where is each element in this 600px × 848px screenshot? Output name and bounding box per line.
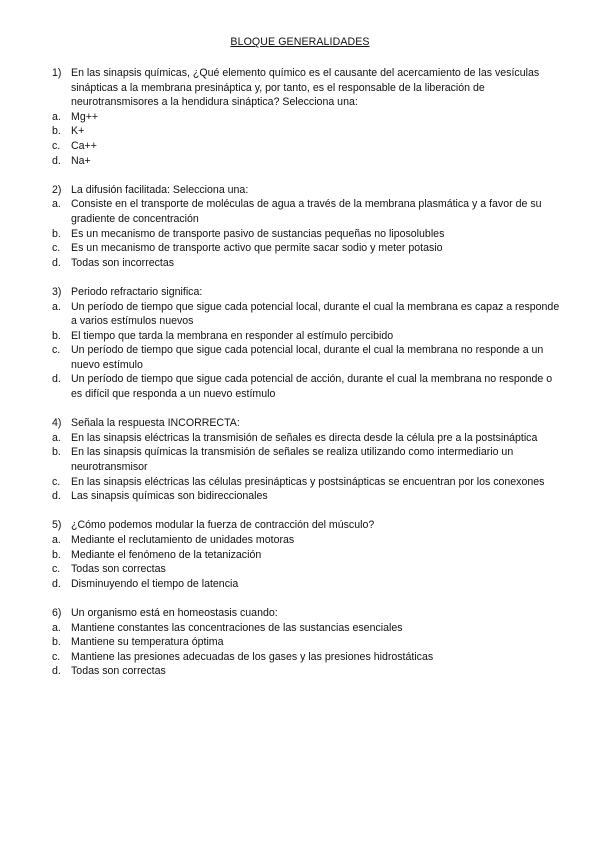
- question-stem: [52, 285, 562, 300]
- question-number: 1): [52, 67, 62, 79]
- answer-option: [52, 548, 562, 563]
- answer-option: [52, 635, 562, 650]
- option-letter: d.: [52, 373, 61, 386]
- question-text: Señala la respuesta INCORRECTA:: [71, 417, 240, 430]
- option-letter: c.: [52, 344, 61, 357]
- option-text: Consiste en el transporte de moléculas de agua a través de la membrana plasmática y a favor de su gradiente de concentración: [71, 198, 542, 225]
- option-letter: c.: [52, 139, 61, 152]
- answer-option: [52, 475, 562, 490]
- page-title: BLOQUE GENERALIDADES: [230, 36, 370, 48]
- option-text: Es un mecanismo de transporte pasivo de sustancias pequeñas no liposolubles: [71, 227, 445, 240]
- option-letter: a.: [52, 534, 61, 546]
- option-letter: a.: [52, 198, 61, 211]
- option-text: Todas son incorrectas: [71, 256, 175, 269]
- answer-option: [52, 197, 562, 226]
- option-text: Mg++: [71, 110, 99, 123]
- option-text: Un período de tiempo que sigue cada potencial local, durante el cual la membrana es capaz a responde a varios estímulos nuevos: [71, 300, 560, 328]
- option-letter: d.: [52, 256, 61, 269]
- option-text: Mantiene constantes las concentraciones de las sustancias esenciales: [71, 621, 403, 634]
- question-number: 6): [52, 606, 62, 619]
- option-letter: d.: [52, 154, 61, 167]
- option-letter: b.: [52, 548, 61, 561]
- answer-option: [52, 241, 562, 256]
- answer-option: [52, 154, 562, 169]
- answer-option: [52, 664, 562, 679]
- option-text: Mantiene su temperatura óptima: [71, 636, 224, 649]
- question-stem: [52, 518, 562, 533]
- answer-option: [52, 300, 562, 329]
- option-letter: c.: [52, 475, 61, 488]
- option-text: K+: [71, 125, 85, 138]
- option-text: El tiempo que tarda la membrana en responder al estímulo percibido: [71, 329, 394, 342]
- option-letter: d.: [52, 577, 61, 590]
- question-text: Periodo refractario significa:: [71, 285, 203, 298]
- option-letter: a.: [52, 110, 61, 123]
- question-text: En las sinapsis químicas, ¿Qué elemento químico es el causante del acercamiento de las vesículas sinápticas a la membrana presináptica y, por tanto, es el responsable de la liberación de neurotransmisores a la hendidura sináptica? Selecciona una:: [71, 67, 540, 109]
- question-stem: [52, 66, 562, 110]
- question-stem: [52, 183, 562, 198]
- answer-option: [52, 124, 562, 139]
- answer-option: [52, 650, 562, 665]
- option-text: Disminuyendo el tiempo de latencia: [71, 577, 239, 590]
- option-letter: a.: [52, 431, 61, 444]
- option-letter: b.: [52, 329, 61, 342]
- answer-option: [52, 577, 562, 592]
- question-text: Un organismo está en homeostasis cuando:: [71, 606, 278, 619]
- option-text: Todas son correctas: [71, 563, 166, 576]
- answer-option: [52, 343, 562, 372]
- question-list: [52, 66, 562, 694]
- option-letter: b.: [52, 125, 61, 138]
- option-text: Mantiene las presiones adecuadas de los gases y las presiones hidrostáticas: [71, 650, 434, 663]
- option-text: Las sinapsis químicas son bidireccionales: [71, 490, 268, 503]
- answer-option: [52, 372, 562, 401]
- question-stem: [52, 416, 562, 431]
- option-letter: a.: [52, 300, 61, 313]
- option-text: En las sinapsis químicas la transmisión de señales se realiza utilizando como intermediario un neurotransmisor: [71, 446, 514, 474]
- option-text: Mediante el reclutamiento de unidades motoras: [71, 534, 295, 546]
- answer-option: [52, 110, 562, 125]
- answer-option: [52, 329, 562, 344]
- answer-option: [52, 621, 562, 636]
- question-4: [52, 416, 562, 504]
- answer-option: [52, 445, 562, 474]
- option-letter: b.: [52, 636, 61, 649]
- question-number: 2): [52, 183, 62, 196]
- option-letter: c.: [52, 563, 61, 576]
- answer-option: [52, 431, 562, 446]
- option-text: Es un mecanismo de transporte activo que permite sacar sodio y meter potasio: [71, 242, 443, 255]
- option-letter: d.: [52, 490, 61, 503]
- question-text: La difusión facilitada: Selecciona una:: [71, 183, 249, 196]
- option-text: Na+: [71, 154, 91, 167]
- option-text: Un período de tiempo que sigue cada potencial local, durante el cual la membrana no responde a un nuevo estímulo: [71, 344, 544, 371]
- question-5: [52, 518, 562, 591]
- answer-option: [52, 256, 562, 271]
- option-text: Un período de tiempo que sigue cada potencial de acción, durante el cual la membrana no responde o es difícil que responda a un nuevo estímulo: [71, 373, 553, 401]
- answer-option: [52, 489, 562, 504]
- option-text: Ca++: [71, 139, 97, 152]
- option-text: Mediante el fenómeno de la tetanización: [71, 548, 262, 561]
- question-2: [52, 183, 562, 271]
- option-letter: a.: [52, 621, 61, 634]
- question-text: ¿Cómo podemos modular la fuerza de contracción del músculo?: [71, 519, 375, 532]
- question-number: 3): [52, 285, 62, 298]
- option-letter: c.: [52, 242, 61, 255]
- question-stem: [52, 606, 562, 621]
- option-text: En las sinapsis eléctricas la transmisión de señales es directa desde la célula pre a la postsináptica: [71, 431, 538, 444]
- question-6: [52, 606, 562, 679]
- option-letter: b.: [52, 227, 61, 240]
- answer-option: [52, 533, 562, 548]
- answer-option: [52, 562, 562, 577]
- option-text: Todas son correctas: [71, 665, 166, 678]
- question-1: [52, 66, 562, 168]
- answer-option: [52, 227, 562, 242]
- option-letter: b.: [52, 446, 61, 459]
- question-number: 5): [52, 519, 62, 532]
- question-3: [52, 285, 562, 402]
- option-letter: d.: [52, 665, 61, 678]
- question-number: 4): [52, 417, 62, 430]
- option-text: En las sinapsis eléctricas las células presinápticas y postsinápticas se encuentran por los conexones: [71, 475, 545, 488]
- option-letter: c.: [52, 650, 61, 663]
- answer-option: [52, 139, 562, 154]
